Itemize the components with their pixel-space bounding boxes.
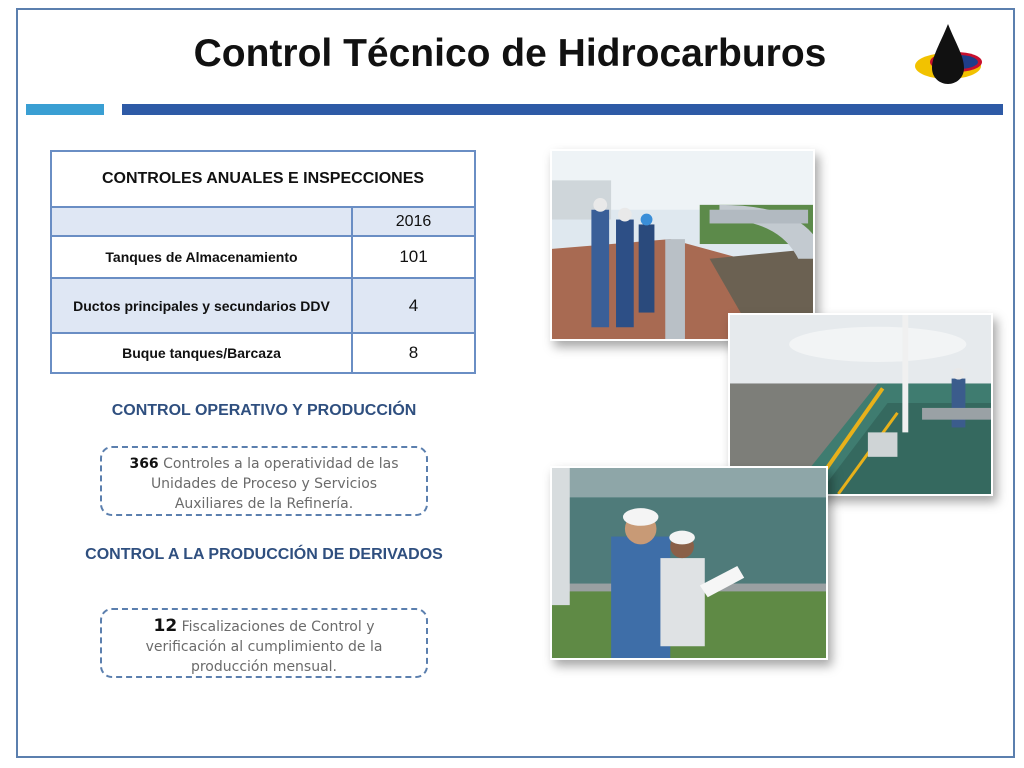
callout-number: 366 [129,456,159,472]
table-row-value: 4 [352,278,475,333]
table-year-empty-cell [51,207,352,236]
callout-number: 12 [153,616,178,636]
callout-operativo [100,446,428,516]
photo-tank-inspection [550,466,828,660]
callout-text: Controles a la operatividad de las Unidades de Proceso y Servicios Auxiliares de la Refinería. [150,456,399,512]
table-row [51,278,475,333]
callout-derivados [100,608,428,678]
table-row-label: Tanques de Almacenamiento [51,236,352,278]
controls-table [50,150,476,374]
page-title: Control Técnico de Hidrocarburos [193,32,827,75]
callout-text: Fiscalizaciones de Control y verificación al cumplimiento de la producción mensual. [145,619,383,675]
table-row [51,236,475,278]
table-year-cell: 2016 [352,207,475,236]
table-year-row [51,207,475,236]
oil-drop-logo-icon [910,22,990,88]
section-heading-operativo: CONTROL OPERATIVO Y PRODUCCIÓN [111,402,417,419]
accent-bar-short [26,104,104,115]
table-row-value: 101 [352,236,475,278]
table-header: CONTROLES ANUALES E INSPECCIONES [51,151,475,207]
table-row-label: Ductos principales y secundarios DDV [51,278,352,333]
section-heading-derivados: CONTROL A LA PRODUCCIÓN DE DERIVADOS [85,546,443,563]
table-row-label: Buque tanques/Barcaza [51,333,352,373]
table-row-value: 8 [352,333,475,373]
table-row [51,333,475,373]
accent-bar-long [122,104,1003,115]
